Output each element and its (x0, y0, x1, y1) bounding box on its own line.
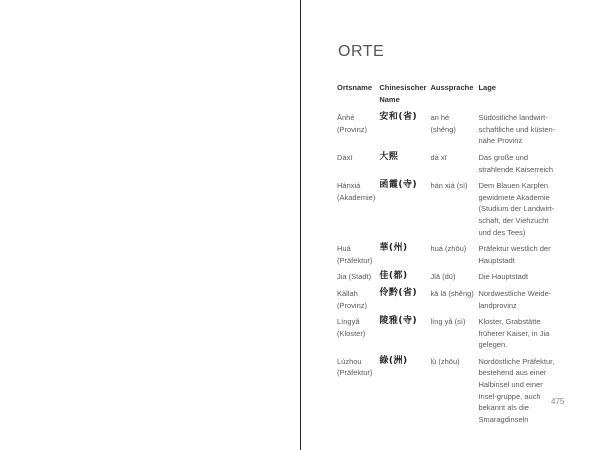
pronunciation: lǜ (zhōu) (430, 356, 460, 366)
table-row (337, 316, 562, 356)
table-row (337, 112, 562, 152)
location-description: Nordöstliche Präfektur, bestehend aus einer Halbinsel und einer Insel-gruppe, auch bekannt als die Smaragdinseln (478, 356, 555, 424)
table-row (337, 271, 562, 288)
page-number: 475 (551, 397, 565, 406)
chinese-name: 綠(洲) (379, 355, 408, 366)
header-ortsname: Ortsname (337, 83, 373, 92)
chinese-name: 陵雅(寺) (379, 316, 418, 327)
page-title: ORTE (338, 43, 385, 60)
pronunciation: an hé (shěng) (430, 113, 456, 134)
location-description: Südöstliche landwirt-schaftliche und küsten-nahe Provinz (478, 113, 556, 146)
location-description: Die Hauptstadt (478, 272, 529, 282)
chinese-name: 佳(都) (379, 271, 408, 282)
table-row (337, 356, 562, 431)
place-name: Huá (Präfektur) (337, 244, 373, 265)
location-description: Präfektur westlich der Hauptstadt (478, 244, 551, 265)
chinese-name: 函霞(寺) (379, 180, 418, 191)
pronunciation: Jiā (dū) (430, 272, 456, 282)
chinese-name: 大熙 (379, 151, 399, 162)
place-name: Kàllah (Provinz) (337, 288, 368, 310)
table-row (337, 180, 562, 243)
location-description: Kloster, Grabstätte früherer Kaiser, in Jia gelegen. (478, 317, 550, 350)
place-name: Hánxiá (Akademie) (337, 181, 376, 202)
place-name: Lùzhou (Präfektur) (337, 356, 373, 378)
location-description: Das große und strahlende Kaiserreich (478, 152, 554, 174)
table-row (337, 243, 562, 271)
pronunciation: líng yǎ (sì) (430, 317, 466, 327)
pronunciation: dà xī (430, 152, 447, 162)
place-name: Dàxī (337, 152, 353, 162)
pronunciation: kā lā (shěng) (430, 288, 474, 298)
chinese-name: 安和(省) (379, 112, 418, 123)
header-chinesischer-name: Chinesischer Name (379, 83, 427, 104)
header-aussprache: Aussprache (430, 83, 474, 92)
location-description: Dem Blauen Karpfen gewidmete Akademie (Studium der Landwirt-schaft, der Viehzucht und des Tees) (478, 181, 555, 237)
location-description: Nordwestliche Weide-landprovinz (478, 288, 552, 310)
places-table (337, 82, 565, 430)
table-row (337, 152, 562, 180)
place-name: Jia (Stadt) (337, 272, 372, 282)
place-name: Ānhé (Provinz) (337, 113, 368, 134)
chinese-name: 華(州) (379, 243, 408, 254)
header-lage: Lage (478, 83, 496, 92)
pronunciation: hán xiá (sì) (430, 181, 468, 191)
table-header-row (337, 82, 562, 112)
chinese-name: 伶黔(省) (379, 287, 418, 298)
right-page (301, 0, 600, 450)
place-name: Língyǎ (Kloster) (337, 317, 366, 338)
table-row (337, 288, 562, 316)
pronunciation: huá (zhōu) (430, 244, 467, 254)
